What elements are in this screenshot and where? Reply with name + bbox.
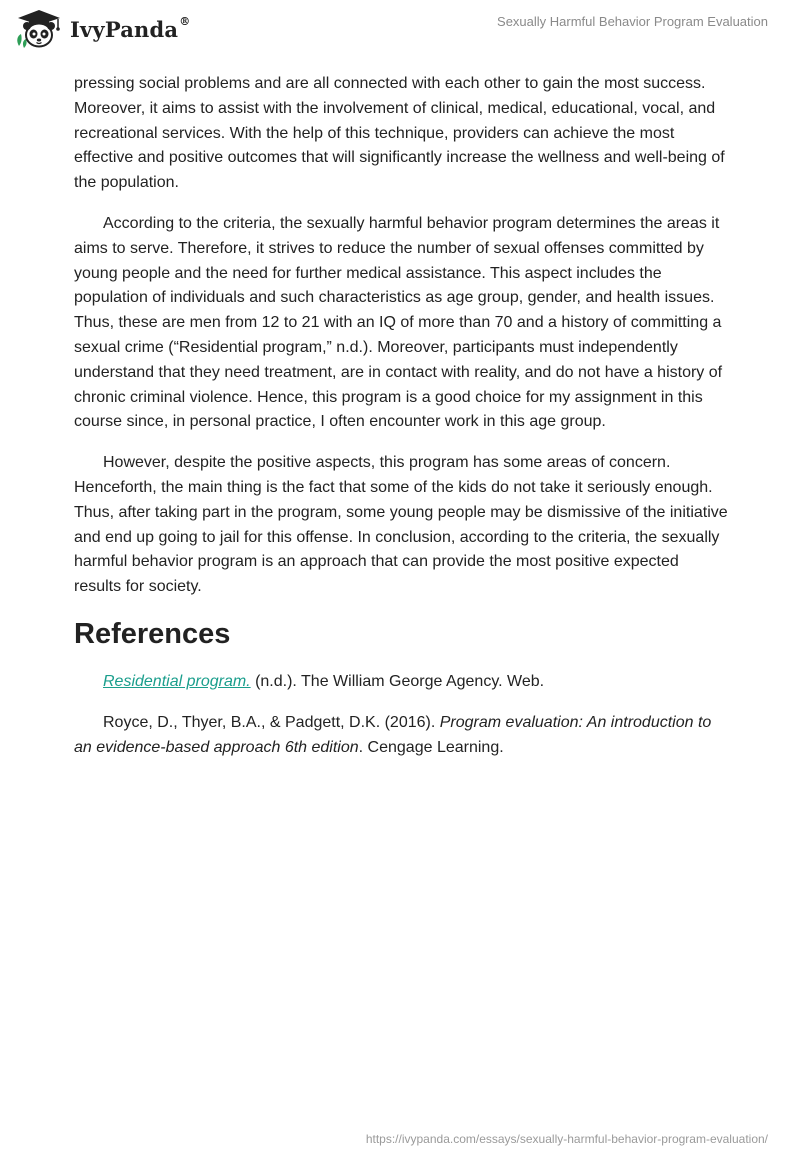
reference-2-authors: Royce, D., Thyer, B.A., & Padgett, D.K. (2016). (103, 713, 440, 731)
reference-2-title: Program evaluation: An introduction to an evidence-based approach 6th edition (74, 713, 712, 756)
essay-content (74, 72, 730, 776)
brand-text: IvyPanda (70, 16, 179, 42)
reference-item-1 (74, 670, 730, 695)
registered-mark: ® (179, 14, 191, 28)
page-header (0, 0, 800, 64)
residential-program-link[interactable]: Residential program. (103, 672, 251, 690)
body-paragraph-1: pressing social problems and are all connected with each other to gain the most success. Moreover, it aims to assist with the involvement of clinical, medical, educational, vocal, and recreational services. With the help of this technique, providers can achieve the most effective and positive outcomes that will significantly increase the wellness and well-being of the population. (74, 75, 725, 192)
body-paragraph-2: According to the criteria, the sexually harmful behavior program determines the areas it aims to serve. Therefore, it strives to reduce the number of sexual offenses committed by young people and the need for further medical assistance. This aspect includes the population of individuals and such characteristics as age group, gender, and health issues. Thus, these are men from 12 to 21 with an IQ of more than 70 and a history of committing a sexual crime (“Residential program,” n.d.). Moreover, participants must independently understand that they need treatment, are in contact with reality, and do not have a history of chronic criminal violence. Hence, this program is a good choice for my assignment in this course since, in personal practice, I often encounter work in this age group. (74, 214, 723, 431)
ivypanda-logo[interactable] (14, 8, 190, 50)
brand-name (70, 14, 191, 42)
reference-2-publisher: . Cengage Learning. (358, 738, 504, 756)
references-heading: References (74, 617, 231, 650)
page-url: https://ivypanda.com/essays/sexually-harmful-behavior-program-evaluation/ (365, 1132, 768, 1146)
panda-graduate-icon (14, 8, 64, 50)
reference-item-2 (74, 711, 730, 761)
body-paragraph-3: However, despite the positive aspects, this program has some areas of concern. Henceforth, the main thing is the fact that some of the kids do not take it seriously enough. Thus, after taking part in the program, some young people may be dismissive of the initiative and end up going to jail for this offense. In conclusion, according to the criteria, the sexually harmful behavior program is an approach that can provide the most positive expected results for society. (74, 454, 728, 596)
document-title: Sexually Harmful Behavior Program Evaluation (497, 14, 768, 29)
reference-1-rest: (n.d.). The William George Agency. Web. (250, 672, 545, 690)
